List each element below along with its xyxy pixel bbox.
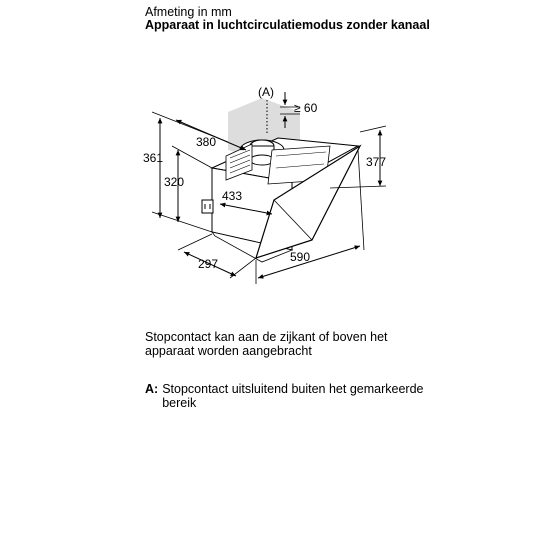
ext-361-bot <box>152 212 212 232</box>
ext-297-1 <box>178 234 212 250</box>
ext-590-2 <box>358 150 364 250</box>
diagram-title: Apparaat in luchtcirculatiemodus zonder kanaal <box>145 18 430 32</box>
dim-height-right: 377 <box>366 155 387 169</box>
dim-height-total: 361 <box>143 151 164 165</box>
dim-depth-bottom: 297 <box>198 257 219 271</box>
marker-label: (A) <box>258 85 274 99</box>
legend-key: A: <box>145 382 159 396</box>
dim-width-total: 590 <box>290 250 311 264</box>
legend-text: Stopcontact uitsluitend buiten het gemarkeerde bereik <box>162 382 424 410</box>
socket-icon <box>202 200 213 213</box>
unit-caption: Afmeting in mm <box>145 5 232 19</box>
dim-height-body: 320 <box>164 175 185 189</box>
ext-377-top <box>360 126 386 132</box>
dim-width-inner: 433 <box>222 189 243 203</box>
ext-297-2 <box>230 258 256 278</box>
dim-depth-top: 380 <box>196 135 217 149</box>
socket-note: Stopcontact kan aan de zijkant of boven het apparaat worden aangebracht <box>145 330 388 358</box>
dim-clearance: ≥ 60 <box>294 101 318 115</box>
legend <box>145 382 435 410</box>
